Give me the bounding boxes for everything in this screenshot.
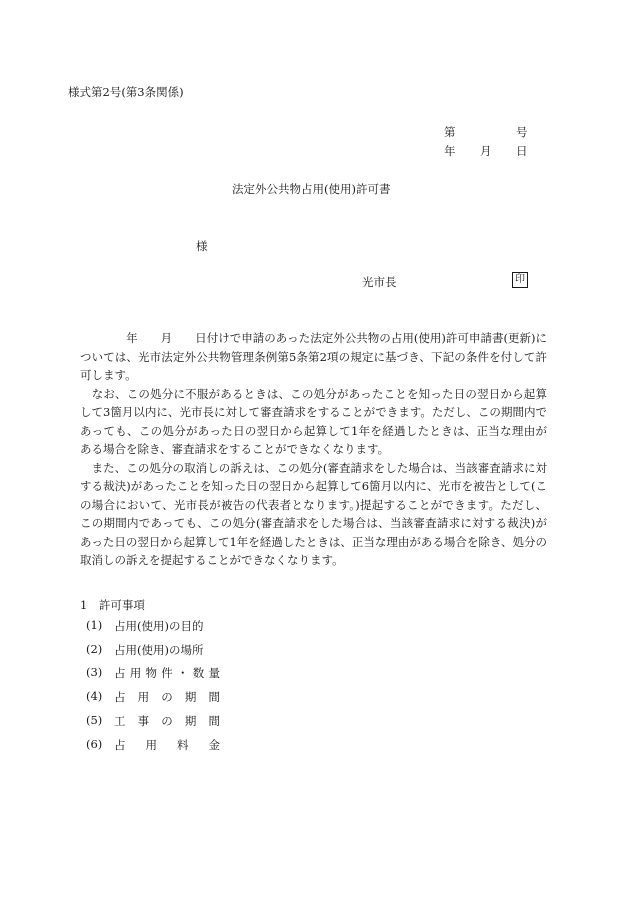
date-month-label: 月 xyxy=(480,144,492,158)
permit-item-label: 占用(使用)の場所 xyxy=(114,642,204,657)
document-title: 法定外公共物占用(使用)許可書 xyxy=(232,182,391,196)
document-number-suffix: 号 xyxy=(516,125,528,139)
date-year-label: 年 xyxy=(444,144,456,158)
permit-item-number: (4) xyxy=(86,689,103,704)
issuer-name: 光市長 xyxy=(362,275,397,289)
document-number-label: 第 xyxy=(444,125,456,139)
body-paragraph-3 xyxy=(80,459,547,570)
body-paragraph-3-text: また、この処分の取消しの訴えは、この処分(審査請求をした場合は、当該審査請求に対する裁決)があったことを知った日の翌日から起算して6箇月以内に、光市を被告として(この場合において、光市長が被告の代表者となります。)提起することができます。ただし、この期間内であっても、この処分(審査請求をした場合は、当該審査請求に対する裁決)があった日の翌日から起算して1年を経過したときは、正当な理由がある場合を除き、処分の取消しの訴えを提起することができなくなります。 xyxy=(80,460,548,567)
permit-item-number: (2) xyxy=(86,641,103,656)
permit-item-label: 占 用 の 期 間 xyxy=(114,690,220,705)
body-text xyxy=(80,329,547,570)
permit-item-label: 工 事 の 期 間 xyxy=(114,713,220,728)
body-paragraph-2-text: なお、この処分に不服があるときは、この処分があったことを知った日の翌日から起算して3箇月以内に、光市長に対して審査請求をすることができます。ただし、この期間内であっても、この処分があった日の翌日から起算して1年を経過したときは、正当な理由がある場合を除き、審査請求をすることができなくなります。 xyxy=(80,386,547,456)
permit-item-label: 占 用 物 件 ・ 数 量 xyxy=(114,666,220,681)
seal-stamp-icon: 印 xyxy=(512,272,528,288)
date-day-label: 日 xyxy=(516,144,528,158)
permit-item-number: (3) xyxy=(86,665,103,680)
recipient-honorific: 様 xyxy=(196,239,208,253)
items-heading: 1 許可事項 xyxy=(80,598,145,612)
permit-item-number: (6) xyxy=(86,736,103,751)
permit-item-label: 占用(使用)の目的 xyxy=(114,619,204,633)
body-paragraph-1-text: 年 月 日付けで申請のあった法定外公共物の占用(使用)許可申請書(更新)については、光市法定外公共物管理条例第5条第2項の規定に基づき、下記の条件を付して許可します。 xyxy=(80,331,548,382)
permit-item-label: 占 用 料 金 xyxy=(114,737,220,752)
permit-item-number: (1) xyxy=(86,618,103,632)
body-paragraph-2 xyxy=(80,385,547,459)
body-paragraph-1 xyxy=(80,329,547,385)
form-number: 様式第2号(第3条関係) xyxy=(68,85,184,99)
permit-item-number: (5) xyxy=(86,712,103,727)
